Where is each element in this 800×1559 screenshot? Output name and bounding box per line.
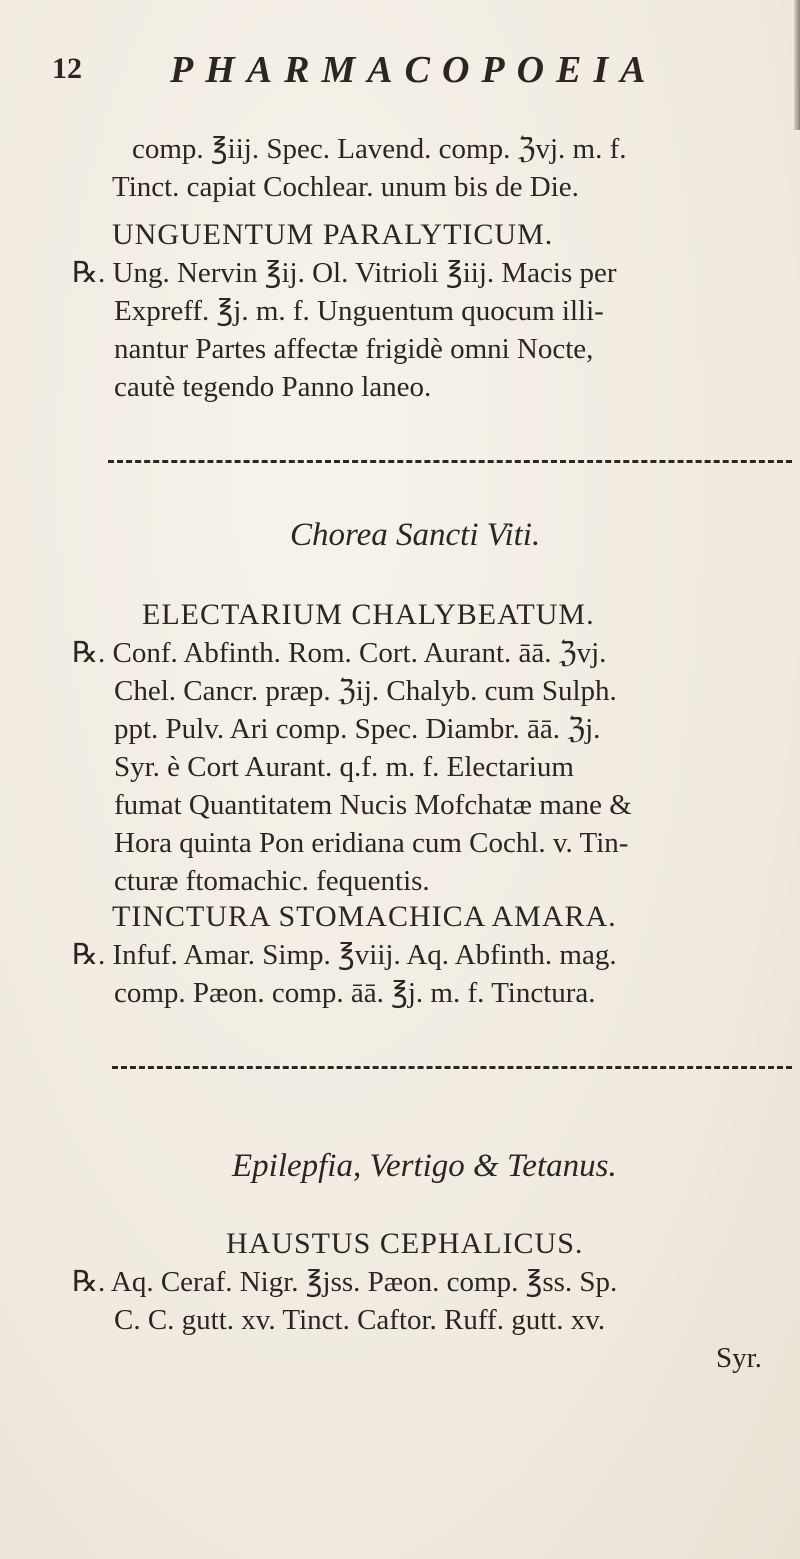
text-line: comp. ℥iij. Spec. Lavend. comp. ℨvj. m. f. xyxy=(132,133,627,165)
page-number: 12 xyxy=(52,52,82,85)
recipe-line: nantur Partes affectæ frigidè omni Nocte, xyxy=(114,333,594,365)
page-header xyxy=(52,48,752,98)
recipe-line: ℞. Conf. Abfinth. Rom. Cort. Aurant. āā. ℨvj. xyxy=(72,637,607,669)
recipe-heading: HAUSTUS CEPHALICUS. xyxy=(226,1227,584,1260)
text-line: Tinct. capiat Cochlear. unum bis de Die. xyxy=(112,171,579,203)
recipe-line: fumat Quantitatem Nucis Mofchatæ mane & xyxy=(114,789,632,821)
section-title: Chorea Sancti Viti. xyxy=(290,517,541,553)
catchword: Syr. xyxy=(716,1342,762,1374)
recipe-line: cturæ ftomachic. fequentis. xyxy=(114,865,430,897)
recipe-line: Chel. Cancr. præp. ℨij. Chalyb. cum Sulph. xyxy=(114,675,617,707)
recipe-line: C. C. gutt. xv. Tinct. Caftor. Ruff. gutt. xv. xyxy=(114,1304,606,1336)
recipe-line: cautè tegendo Panno laneo. xyxy=(114,371,432,403)
page-edge-shadow xyxy=(794,0,800,130)
recipe-heading: TINCTURA STOMACHICA AMARA. xyxy=(112,900,617,933)
recipe-line: ℞. Aq. Ceraf. Nigr. ℥jss. Pæon. comp. ℥ss. Sp. xyxy=(72,1266,618,1298)
recipe-line: Hora quinta Pon eridiana cum Cochl. v. Tin- xyxy=(114,827,629,859)
recipe-line: ℞. Ung. Nervin ℥ij. Ol. Vitrioli ℥iij. Macis per xyxy=(72,257,617,289)
section-title: Epilepfia, Vertigo & Tetanus. xyxy=(232,1148,617,1184)
recipe-heading: UNGUENTUM PARALYTICUM. xyxy=(112,218,554,251)
recipe-line: comp. Pæon. comp. āā. ℥j. m. f. Tinctura. xyxy=(114,977,596,1009)
recipe-line: Syr. è Cort Aurant. q.f. m. f. Electarium xyxy=(114,751,574,783)
recipe-line: ℞. Infuf. Amar. Simp. ℥viij. Aq. Abfinth. mag. xyxy=(72,939,617,971)
section-divider xyxy=(112,1066,792,1072)
recipe-line: Expreff. ℥j. m. f. Unguentum quocum illi- xyxy=(114,295,604,327)
running-title: PHARMACOPOEIA xyxy=(170,49,658,91)
recipe-line: ppt. Pulv. Ari comp. Spec. Diambr. āā. ℨj. xyxy=(114,713,601,745)
recipe-heading: ELECTARIUM CHALYBEATUM. xyxy=(142,598,595,631)
section-divider xyxy=(108,460,792,466)
